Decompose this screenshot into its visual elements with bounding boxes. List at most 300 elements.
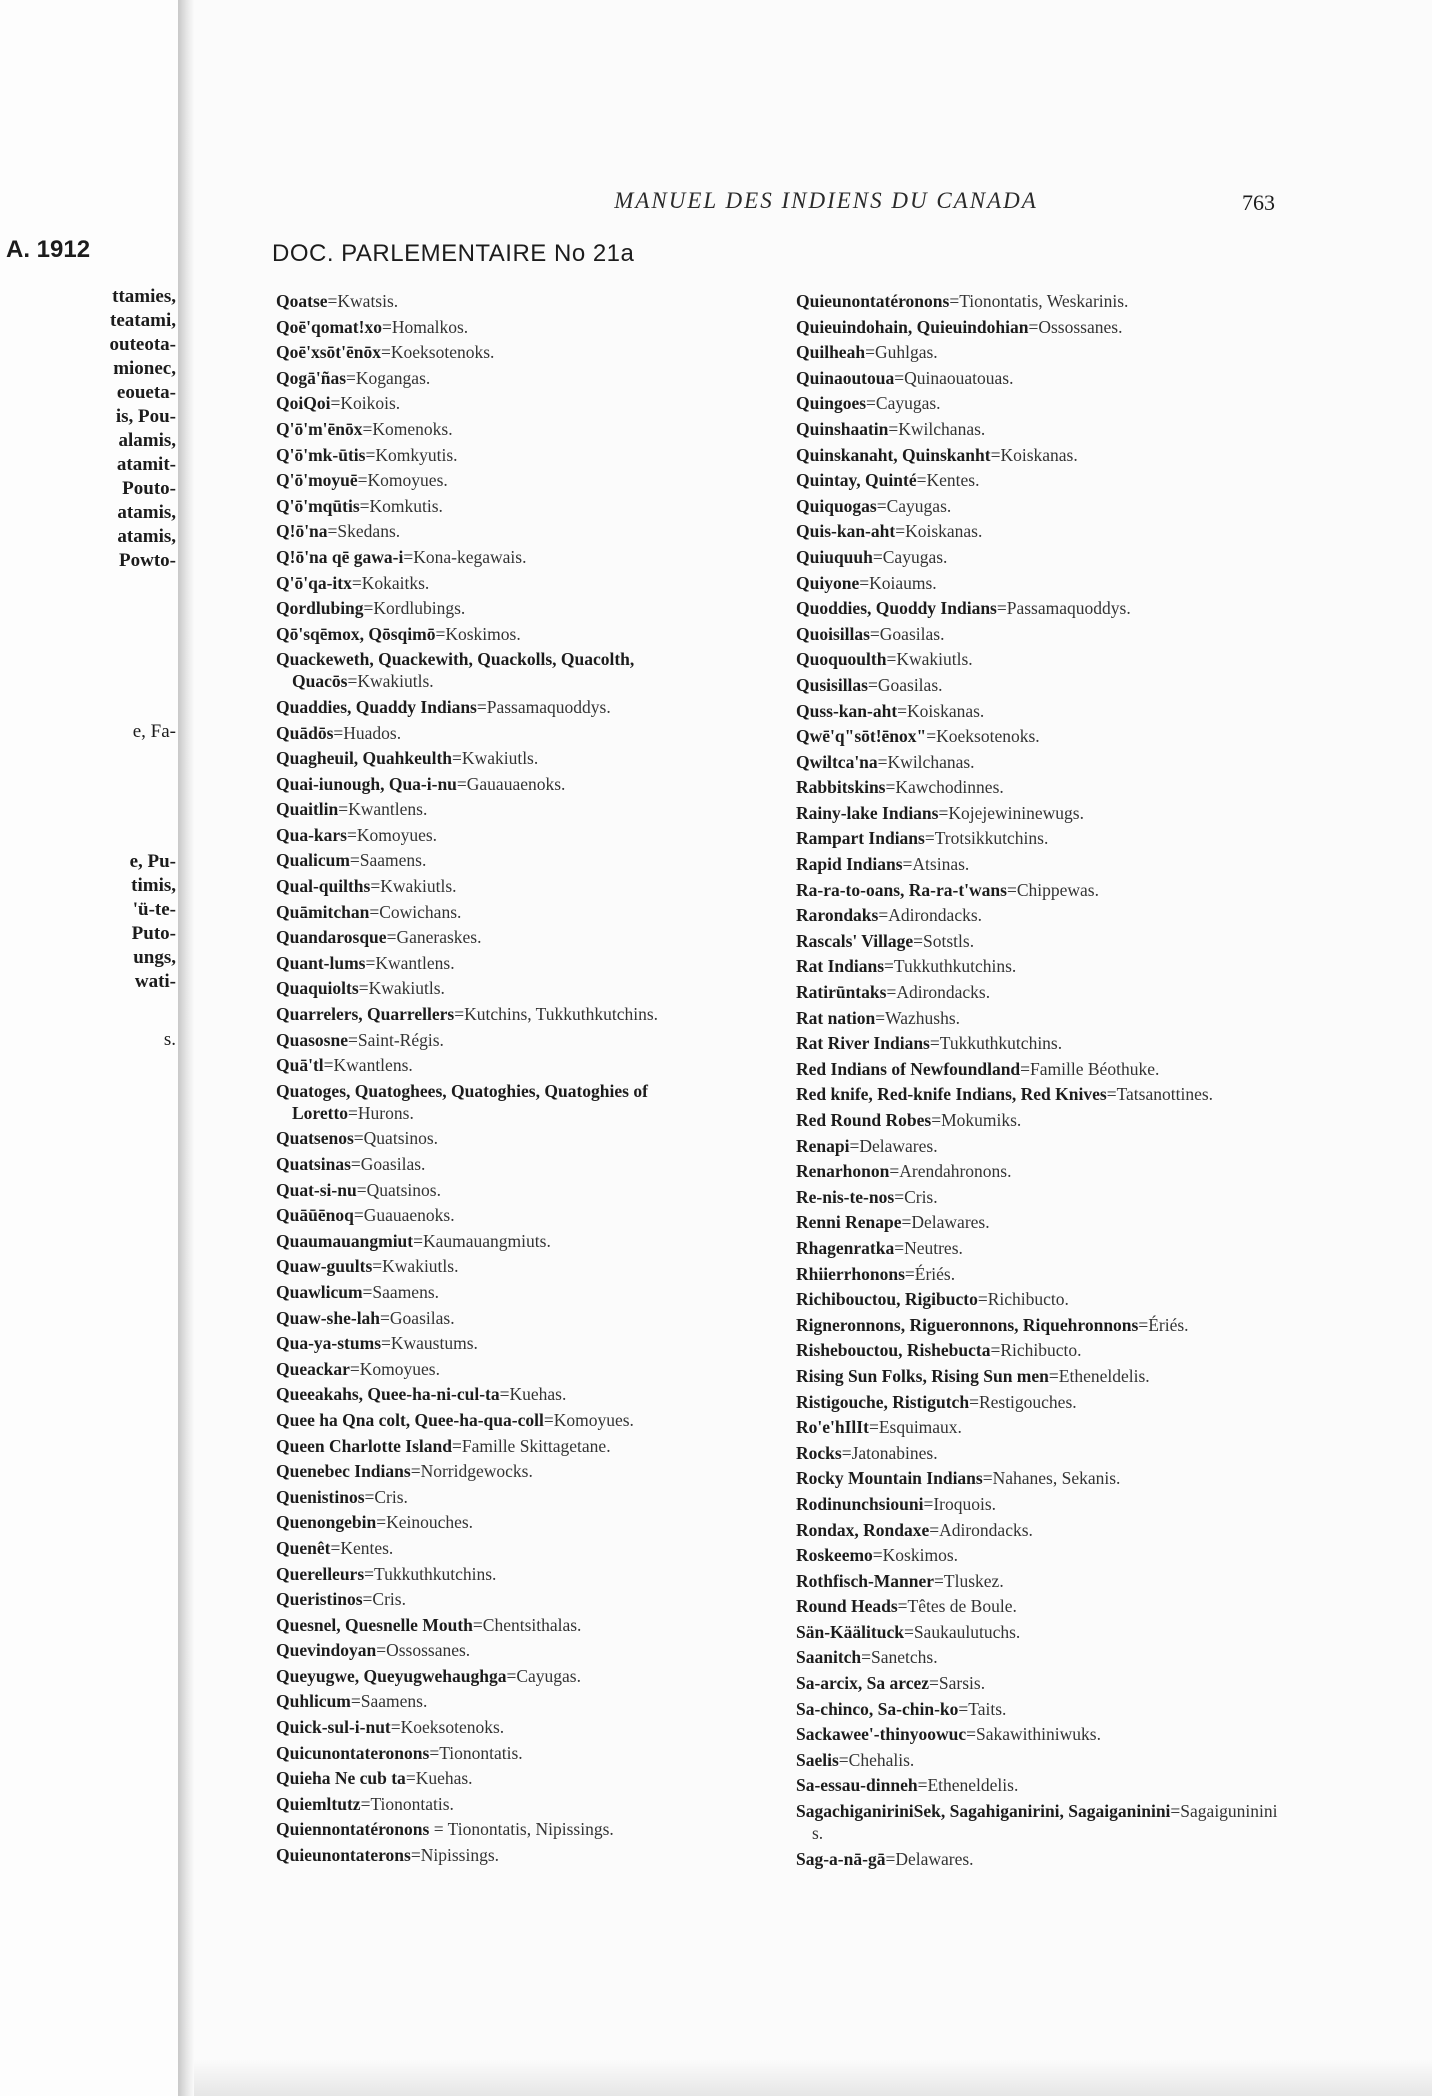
index-entry [276,1716,764,1738]
entry-reference: Famille Béothuke. [1030,1058,1160,1079]
entry-separator: = [875,1007,886,1028]
entry-separator: = [347,1029,358,1050]
facing-page-line: atamit- [116,454,176,475]
entry-separator: = [889,1161,900,1182]
entry-separator: = [360,1793,371,1814]
entry-separator: = [410,1845,421,1866]
entry-term: Saelis [796,1749,839,1770]
index-entry [276,722,764,744]
entry-reference: Koskimos. [882,1545,959,1566]
entry-separator: = [901,1212,912,1233]
entry-separator: = [380,1307,390,1328]
entry-separator: = [362,1281,373,1302]
index-entry [276,1793,764,1815]
facing-page-line: e, Fa- [132,721,176,742]
entry-separator: = [869,623,880,644]
index-entry [276,747,764,769]
entry-reference: Komoyues. [356,824,438,845]
entry-term: Rascals' Village [796,930,914,951]
entry-reference: Famille Skittagetane. [461,1435,611,1456]
page-bottom-shadow [194,2060,1432,2096]
entry-separator: = [333,722,344,743]
index-entry [796,1800,1290,1844]
entry-reference: Cris. [372,1589,406,1610]
entry-separator: = [358,978,369,999]
index-entry [796,1416,1290,1438]
entry-term: Sa-arcix, Sa arcez [796,1673,930,1694]
entry-separator: = [931,1110,942,1130]
entry-separator: = [452,748,462,769]
entry-separator: = [885,777,896,798]
entry-separator: = [499,1384,510,1405]
entry-separator: = [390,1717,401,1738]
entry-reference: Koiaums. [869,572,937,593]
entry-term: Quaquiolts [276,978,359,999]
entry-term: QoiQoi [276,393,331,414]
index-entry [796,1083,1290,1105]
index-entry [796,1493,1290,1515]
index-entry [276,1486,764,1508]
entry-separator: = [982,1468,993,1489]
entry-separator: = [429,1742,440,1763]
entry-term: Quoquoulth [796,649,887,670]
index-entry [796,827,1290,849]
entry-reference: Richibucto. [1000,1340,1082,1361]
entry-separator: = [349,850,360,871]
entry-separator: = [372,1256,383,1277]
entry-reference: Komkutis. [369,495,443,516]
index-entry [796,1007,1290,1029]
entry-separator: = [841,1442,852,1463]
entry-separator: = [897,700,908,721]
index-entry [796,776,1290,798]
entry-term: Rocky Mountain Indians [796,1468,983,1489]
entry-term: Rat Indians [796,956,885,977]
entry-reference: Koeksotenoks. [400,1717,505,1738]
entry-term: Quādōs [276,722,334,743]
entry-reference: Norridgewocks. [420,1461,533,1482]
entry-term: Quatoges, Quatoghees, Quatoghies, Quatoghies of Loretto [276,1080,648,1123]
entry-term: Quhlicum [276,1691,351,1712]
index-entry [276,849,764,871]
entry-term: Queyugwe, Queyugwehaughga [276,1665,507,1686]
entry-reference: Cayugas. [882,546,948,567]
entry-term: Quick-sul-i-nut [276,1717,391,1738]
entry-term: Quilheah [796,342,866,363]
entry-term: Qua-ya-stums [276,1333,382,1354]
entry-term: Sa-chinco, Sa-chin-ko [796,1698,959,1719]
index-entry [796,1263,1290,1285]
index-entry [276,1153,764,1175]
entry-term: Qusisillas [796,674,868,695]
entry-separator: = [1106,1084,1117,1105]
entry-separator: = [353,1205,364,1226]
index-entry [796,930,1290,952]
entry-separator: = [327,521,338,542]
entry-reference: Ériés. [914,1263,956,1284]
index-entry [276,648,764,692]
entry-separator: = [456,773,467,794]
entry-reference: Delawares. [895,1848,974,1869]
entry-separator: = [904,1263,915,1284]
entry-term: Quis-kan-aht [796,521,896,542]
entry-reference: Chentsithalas. [482,1614,582,1635]
entry-reference: Hurons. [357,1102,414,1123]
entry-reference: Mokumiks. [941,1110,1022,1130]
entry-separator: = [362,1589,373,1610]
entry-term: Sag-a-nā-gā [796,1848,886,1869]
entry-reference: Quatsinos. [366,1179,441,1200]
index-entry [276,875,764,897]
entry-term: Rabbitskins [796,777,886,798]
entry-separator: = [926,726,937,747]
entry-term: Red Indians of Newfoundland [796,1058,1021,1079]
index-entry [276,1080,764,1124]
entry-term: Rapid Indians [796,854,903,875]
entry-term: Quackeweth, Quackewith, Quackolls, Quacolth, Quacōs [276,649,635,692]
entry-reference: Iroquois. [933,1493,997,1514]
index-entry [796,418,1290,440]
entry-reference: Trotsikkutchins. [934,828,1049,849]
entry-term: Quinskanaht, Quinskanht [796,444,991,465]
entry-reference: Wazhushs. [885,1007,961,1028]
entry-reference: Kuehas. [509,1384,567,1405]
entry-term: Quenongebin [276,1512,377,1533]
index-entry [276,623,764,645]
index-entry [796,1621,1290,1643]
entry-separator: = [351,572,362,593]
entry-separator: = [876,495,887,516]
entry-separator: = [969,1391,979,1412]
entry-term: Quieunontaterons [276,1845,411,1866]
index-entry [276,1665,764,1687]
facing-page-line: atamis, [117,526,176,547]
entry-reference: Restigouches. [978,1391,1077,1412]
entry-reference: Tatsanottines. [1116,1084,1214,1105]
entry-separator: = [895,521,906,542]
index-entry [796,725,1290,747]
entry-term: Quatsenos [276,1128,354,1149]
entry-reference: Cayugas. [516,1665,581,1686]
entry-reference: Koiskanas. [907,700,985,721]
index-entry [276,1409,764,1431]
entry-separator: = [381,316,392,337]
entry-reference: Kogangas. [355,367,431,388]
entry-separator: = [859,572,870,593]
index-entry [796,1774,1290,1796]
entry-term: Q'ō'qa-itx [276,572,352,593]
index-entry [276,1204,764,1226]
entry-separator: = [346,367,356,388]
index-entry [276,290,764,312]
entry-separator: = [897,1596,908,1617]
index-entry [276,495,764,517]
entry-reference: Kwakiutls. [461,748,539,769]
entry-term: Quant-lums [276,952,366,973]
facing-page-line: alamis, [118,430,176,451]
index-entry [276,1003,764,1025]
entry-separator: = [990,444,1001,465]
index-entry [276,926,764,948]
entry-reference: Atsinas. [912,854,970,875]
entry-separator: = [543,1409,554,1430]
index-entry [796,1646,1290,1668]
index-entry [796,1211,1290,1233]
entry-reference: Komoyues. [553,1409,634,1430]
entry-reference: Komkyutis. [375,444,458,465]
index-entry [796,546,1290,568]
entry-term: Q'ō'moyuē [276,470,358,491]
entry-term: Quenêt [276,1537,331,1558]
index-entry [276,1383,764,1405]
entry-separator: = [990,1340,1001,1361]
facing-page-line: Pouto- [122,478,176,499]
entry-reference: Saukaulutuchs. [913,1621,1021,1642]
entry-separator: = [364,1563,375,1584]
entry-separator: = [350,1691,361,1712]
index-entry [276,1588,764,1610]
entry-separator: = [369,901,380,922]
entry-term: Q'ō'mqūtis [276,495,360,516]
entry-reference: Goasilas. [360,1154,426,1174]
entry-term: Quagheuil, Quahkeulth [276,748,453,769]
entry-term: Renapi [796,1135,850,1156]
entry-term: Queristinos [276,1589,363,1610]
entry-reference: Koiskanas. [905,521,983,542]
entry-reference: Guauaenoks. [363,1205,455,1226]
entry-term: Quoddies, Quoddy Indians [796,598,997,619]
entry-term: Q'ō'm'ēnōx [276,418,363,439]
entry-reference: Saint-Régis. [357,1029,444,1050]
entry-reference: Koikois. [340,393,401,414]
entry-term: Qual-quilths [276,876,371,897]
entry-separator: = [996,598,1007,619]
entry-reference: Delawares. [911,1212,990,1233]
entry-reference: Kwantlens. [375,952,455,973]
index-entry [796,1723,1290,1745]
entry-term: Quinaoutoua [796,367,895,388]
entry-reference: Koeksotenoks. [936,726,1040,747]
entry-reference: Tionontatis, Weskarinis. [959,291,1129,311]
entry-separator: = [885,1848,896,1869]
index-entry [796,1698,1290,1720]
doc-title: DOC. PARLEMENTAIRE No 21a [272,240,635,267]
facing-page-line: eoueta- [116,382,176,403]
entry-separator: = [365,444,376,465]
entry-term: Red knife, Red-knife Indians, Red Knives [796,1084,1107,1105]
index-entry [276,367,764,389]
entry-reference: Delawares. [859,1135,938,1156]
index-entry [796,879,1290,901]
entry-separator: = [872,1545,883,1566]
entry-reference: Kwakiutls. [896,649,973,670]
entry-reference: Homalkos. [391,316,469,337]
index-entry [276,1281,764,1303]
facing-page-line: e, Pu- [129,851,176,872]
entry-reference: Guhlgas. [874,342,938,363]
entry-term: Qogā'ñas [276,367,347,388]
entry-term: Q!ō'na [276,521,328,542]
entry-reference: Chehalis. [848,1749,915,1770]
entry-reference: Kokaitks. [361,572,430,593]
entry-separator: = [376,1640,387,1661]
entry-term: Rhagenratka [796,1237,895,1258]
index-entry [796,1544,1290,1566]
entry-reference: Gauauaenoks. [466,773,566,794]
index-entry [796,802,1290,824]
entry-term: Rarondaks [796,905,879,926]
facing-page-line: mionec, [113,358,176,379]
index-entry [276,1844,764,1866]
entry-separator: = [435,623,446,644]
entry-term: Rising Sun Folks, Rising Sun men [796,1365,1049,1386]
entry-term: Qualicum [276,850,350,871]
index-entry [796,955,1290,977]
index-entry [276,1332,764,1354]
index-entry [276,1029,764,1051]
facing-page-line: ttamies, [112,286,176,307]
entry-reference: Kwakiutls. [382,1256,459,1277]
entry-term: Rainy-lake Indians [796,802,939,823]
entry-separator: = [381,342,391,363]
entry-reference: Etheneldelis. [927,1775,1019,1796]
index-entry [796,751,1290,773]
entry-reference: Kwantlens. [348,799,428,820]
entry-separator: = [403,546,414,567]
entry-reference: Quatsinos. [363,1128,439,1149]
entry-reference: Huados. [343,722,402,743]
index-entry [796,1467,1290,1489]
index-entry [796,1749,1290,1771]
entry-separator: = [924,828,935,849]
index-entry [276,977,764,999]
entry-term: Round Heads [796,1596,898,1617]
index-entry [796,444,1290,466]
entry-separator: = [868,1417,879,1438]
entry-term: Ro'e'hIlIt [796,1417,869,1438]
index-entry [276,1358,764,1380]
facing-page-fragment [0,0,178,2096]
index-entry [796,1519,1290,1541]
entry-term: Rigneronnons, Rigueronnons, Riquehronnons [796,1314,1139,1335]
entry-term: Qwiltca'na [796,751,878,772]
entry-reference: Chippewas. [1016,879,1099,900]
index-entry [276,572,764,594]
entry-reference: Cayugas. [875,393,941,414]
entry-term: Rocks [796,1442,842,1463]
index-entry [796,674,1290,696]
entry-term: Quawlicum [276,1281,363,1302]
index-entry [276,1639,764,1661]
entry-separator: = [410,1461,421,1482]
entry-term: Sa-essau-dinneh [796,1775,918,1796]
entry-term: Renni Renape [796,1212,902,1233]
entry-term: Querelleurs [276,1563,365,1584]
entry-term: Queeakahs, Quee-ha-ni-cul-ta [276,1384,500,1405]
index-entry [796,1391,1290,1413]
index-entry [276,1435,764,1457]
entry-term: Quenebec Indians [276,1461,411,1482]
index-entry [276,1307,764,1329]
index-entry [796,392,1290,414]
entry-separator: = [359,495,370,516]
page-gutter [178,0,194,2096]
entry-separator: = [327,291,338,311]
index-entry [796,316,1290,338]
index-entry [276,1767,764,1789]
facing-page-line: Puto- [131,923,176,944]
index-entry [276,520,764,542]
entry-term: Q'ō'mk-ūtis [276,444,366,465]
entry-term: Quenistinos [276,1486,365,1507]
index-entry [796,1186,1290,1208]
entry-term: Sackawee'-thinyoowuc [796,1724,967,1745]
entry-reference: Kuehas. [415,1768,473,1789]
entry-reference: Komenoks. [372,418,453,439]
facing-page-line: s. [163,1029,176,1050]
index-entry [276,1255,764,1277]
entry-separator: = [1028,316,1039,337]
entry-reference: Kwantlens. [333,1055,413,1076]
entry-separator: = [886,649,897,670]
entry-term: Quesnel, Quesnelle Mouth [276,1614,473,1635]
entry-term: Quaw-guults [276,1256,373,1277]
entry-reference: Quinaouatouas. [904,367,1014,388]
entry-separator: = [884,956,894,977]
entry-reference: Koskimos. [445,623,521,644]
index-entry [796,1288,1290,1310]
index-entry [276,546,764,568]
entry-term: Qwē'q"sōt!ēnox" [796,726,927,747]
entry-separator: = [838,1749,849,1770]
index-entry [276,1563,764,1585]
entry-reference: Kentes. [926,470,980,491]
entry-separator: = [381,1333,391,1354]
entry-separator: = [376,1512,387,1533]
entry-separator: = [894,1186,905,1207]
page-number: 763 [1242,190,1275,215]
entry-term: Quā'tl [276,1055,324,1076]
entry-separator: = [364,1486,375,1507]
entry-reference: Tionontatis, Nipissings. [447,1819,614,1840]
entry-reference: Adirondacks. [896,982,991,1003]
entry-separator: = [878,905,889,926]
index-entry [796,904,1290,926]
index-entry [796,700,1290,722]
entry-term: Renarhonon [796,1161,890,1182]
index-entry [276,469,764,491]
entry-reference: Cris. [904,1186,938,1207]
entry-term: Qō'sqēmox, Qōsqimō [276,623,436,644]
entry-separator: = [849,1135,860,1156]
entry-reference: Goasilas. [877,674,943,695]
entry-separator: = [872,546,883,567]
entry-term: Queen Charlotte Island [276,1435,452,1456]
entry-reference: Saamens. [359,850,427,871]
entry-reference: Sotstls. [923,930,975,951]
entry-separator: = [923,1493,934,1514]
entry-reference: Tukkuthkutchins. [893,956,1017,977]
entry-reference: Sakawithiniwuks. [976,1724,1101,1745]
entry-term: Quat-si-nu [276,1179,357,1200]
entry-reference: Kona-kegawais. [413,546,527,567]
entry-separator: = [1048,1365,1059,1386]
entry-reference: Nahanes, Sekanis. [992,1468,1121,1489]
entry-term: Quatsinas [276,1154,351,1174]
entry-separator: = [405,1768,416,1789]
entry-reference: Sagaiguninini s. [812,1801,1278,1844]
entry-reference: Taits. [968,1698,1007,1719]
